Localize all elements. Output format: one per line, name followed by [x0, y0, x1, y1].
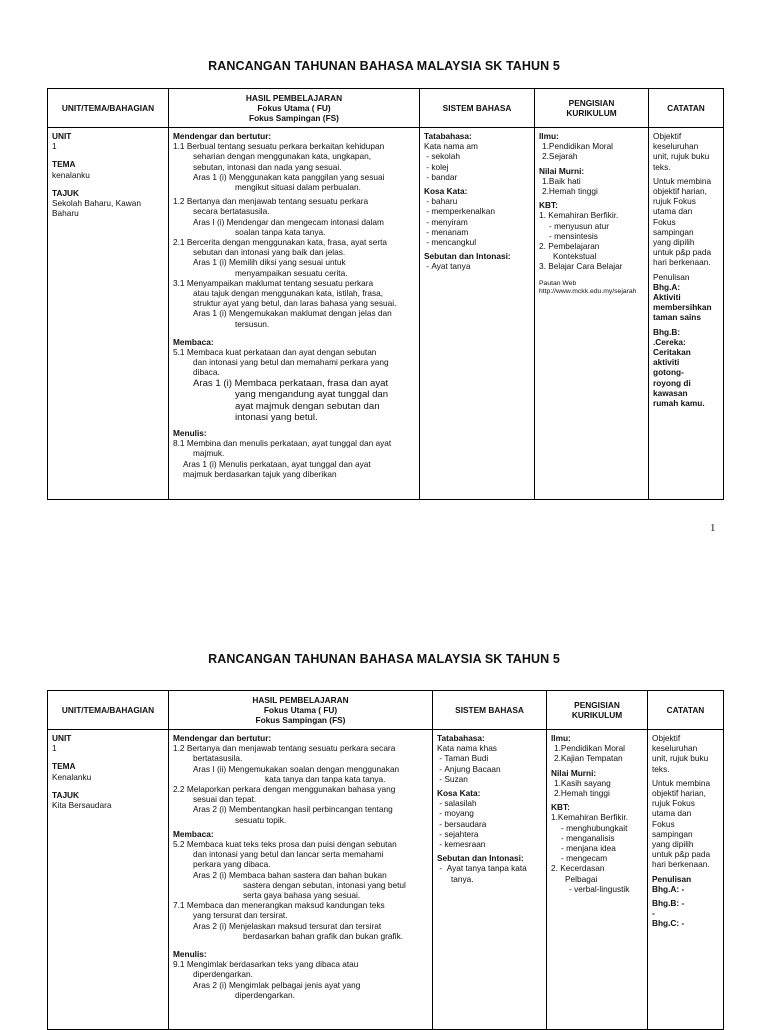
catatan-line: rujuk Fokus [653, 196, 696, 207]
header-hasil-line2: Fokus Utama ( FU) [263, 704, 338, 715]
catatan-line: Objektif [653, 131, 682, 141]
nilai-heading: Nilai Murni: [551, 767, 597, 778]
list-item: - sejahtera [437, 828, 479, 839]
header-hasil-line3: Fokus Sampingan (FS) [255, 715, 346, 726]
list-item: - Anjung Bacaan [437, 763, 501, 774]
catatan-line: teks. [653, 161, 671, 172]
section-mendengar: Mendengar dan bertutur: [173, 131, 272, 141]
list-item: 1.Baik hati [542, 175, 581, 186]
header-catatan: CATATAN [648, 691, 724, 730]
page1-content-row [48, 128, 724, 500]
hasil-line: struktur ayat yang betul, dan laras bahasa yang sesuai. [193, 298, 397, 309]
list-item: - menanam [424, 226, 469, 237]
page2-table [47, 690, 724, 1030]
hasil-line: yang mengandung ayat tunggal dan [235, 389, 389, 401]
catatan-line: gotong- [653, 367, 684, 378]
catatan-line: royong di [653, 377, 691, 388]
hasil-line: 2.1 Bercerita dengan menggunakan kata, frasa, ayat serta [173, 237, 388, 248]
header-hasil-line2: Fokus Utama ( FU) [257, 102, 331, 113]
header-unit: UNIT/TEMA/BAHAGIAN [48, 691, 169, 730]
hasil-line: kata tanya dan tanpa kata tanya. [265, 773, 386, 784]
section-menulis: Menulis: [173, 949, 207, 960]
kosakata-heading: Kosa Kata: [424, 186, 468, 197]
list-item: 2.Hemah tinggi [554, 788, 610, 799]
hasil-line: dibaca. [193, 367, 220, 378]
hasil-line: 5.1 Membaca kuat perkataan dan ayat dengan sebutan [173, 347, 377, 358]
list-item: - menganalisis [561, 832, 615, 843]
hasil-line: sebutan dan intonasi yang baik dan jelas. [193, 247, 346, 258]
pautan-link[interactable]: http://www.mckk.edu.my/sejarah [539, 288, 637, 296]
hasil-line: menyampaikan sesuatu cerita. [235, 267, 348, 278]
header-hasil-line3: Fokus Sampingan (FS) [249, 113, 339, 124]
kbt-heading: KBT: [551, 802, 570, 813]
catatan-line: rujuk Fokus [652, 798, 695, 809]
page1-table [47, 88, 724, 500]
catatan-line: sampingan [652, 828, 693, 839]
header-pengisian-line2: KURIKULUM [571, 710, 623, 720]
hasil-line: berdasarkan bahan grafik dan bukan grafik. [243, 930, 404, 941]
hasil-line: diperdengarkan. [193, 969, 253, 980]
page2-title: RANCANGAN TAHUNAN BAHASA MALAYSIA SK TAHUN 5 [208, 652, 560, 666]
list-item: - mensintesis [549, 230, 598, 241]
list-item: - mencangkul [424, 237, 477, 248]
hasil-line: 9.1 Mengimlak berdasarkan teks yang dibaca atau [173, 959, 359, 970]
hasil-cell [169, 730, 433, 1030]
hasil-line: 8.1 Membina dan menulis perkataan, ayat tunggal dan ayat [173, 438, 392, 449]
list-item: 1.Pendidikan Moral [554, 743, 626, 754]
list-item: - menyiram [424, 216, 468, 227]
hasil-line: yang tersurat dan tersirat. [193, 910, 288, 921]
hasil-line: tersusun. [235, 318, 270, 329]
hasil-line: diperdengarkan. [235, 989, 295, 1000]
list-item: - Suzan [437, 773, 468, 784]
list-item: 2. Pembelajaran [539, 241, 600, 252]
list-item: - moyang [437, 808, 474, 819]
hasil-line: dan intonasi yang betul dan memahami perkara yang [193, 357, 389, 368]
catatan-line: Bhg.B: [653, 326, 681, 337]
catatan-line: membersihkan [653, 302, 712, 313]
list-item: 1.Kemahiran Berfikir. [551, 812, 629, 823]
header-pengisian-line2: KURIKULUM [566, 108, 617, 118]
header-sistem: SISTEM BAHASA [420, 89, 535, 128]
catatan-line: hari berkenaan. [652, 859, 710, 870]
hasil-line: Aras 1 (i) Menulis perkataan, ayat tunggal dan ayat [183, 458, 371, 469]
list-item: - salasilah [437, 798, 477, 809]
ilmu-heading: Ilmu: [551, 733, 571, 743]
tatabahasa-heading: Tatabahasa: [424, 131, 472, 141]
page1-header-row [48, 89, 724, 128]
list-item: 2.Hemah tinggi [542, 186, 598, 197]
header-pengisian-line1: PENGISIAN [574, 699, 620, 710]
catatan-line: unit, rujuk buku [653, 151, 710, 162]
hasil-line: serta gaya bahasa yang sesuai. [243, 890, 361, 901]
tema-label: TEMA [52, 159, 76, 170]
hasil-line: Aras 2 (i) Membentangkan hasil perbincangan tentang [193, 804, 393, 815]
header-catatan: CATATAN [649, 89, 724, 128]
hasil-line: Aras 1 (i) Membaca perkataan, frasa dan ayat [193, 377, 389, 389]
catatan-line: untuk p&p pada [653, 247, 712, 258]
catatan-line: keseluruhan [652, 743, 698, 754]
unit-label: UNIT [52, 733, 72, 743]
pengisian-cell [547, 730, 648, 1030]
tajuk-value: Kita Bersaudara [52, 800, 112, 811]
tatabahasa-type: Kata nama am [424, 141, 478, 152]
list-item: - baharu [424, 196, 458, 207]
catatan-cell [648, 730, 724, 1030]
section-menulis: Menulis: [173, 428, 207, 439]
list-item: - menghubungkait [561, 822, 628, 833]
catatan-line: Bhg.B: - [652, 898, 685, 909]
list-item: - verbal-lingustik [569, 883, 630, 894]
list-item: - mengecam [561, 853, 608, 864]
catatan-line: Penulisan [653, 271, 690, 282]
catatan-line: unit, rujuk buku [652, 753, 709, 764]
hasil-line: secara bertatasusila. [193, 206, 270, 217]
catatan-line: Bhg.C: - [652, 918, 685, 929]
catatan-line: Objektif [652, 733, 681, 743]
header-hasil [169, 89, 420, 128]
unit-label: UNIT [52, 131, 72, 141]
hasil-line: sastera dengan sebutan, intonasi yang betul [243, 879, 406, 890]
tajuk-value: Sekolah Baharu, Kawan Baharu [52, 198, 142, 219]
hasil-line: atau tajuk dengan menggunakan kata, istilah, frasa, [193, 288, 384, 299]
catatan-line: yang dipilih [652, 839, 694, 850]
hasil-line: seharian dengan menggunakan kata, ungkapan, [193, 151, 372, 162]
hasil-line: bertatasusila. [193, 753, 243, 764]
catatan-line: Bhg.A: - [652, 883, 685, 894]
pengisian-cell [535, 128, 649, 500]
page2-header-row [48, 691, 724, 730]
list-item: 3. Belajar Cara Belajar [539, 261, 623, 272]
list-item: - menyusun atur [549, 220, 609, 231]
hasil-line: Aras 1 (i) Mengemukakan maklumat dengan jelas dan [193, 308, 392, 319]
catatan-line: Untuk membina [652, 777, 711, 788]
tema-label: TEMA [52, 761, 76, 772]
hasil-line: majmuk. [193, 448, 225, 459]
catatan-line: taman sains [653, 312, 701, 323]
tema-value: Kenalanku [52, 771, 92, 782]
hasil-line: Aras 2 (i) Mengimlak pelbagai jenis ayat yang [193, 979, 361, 990]
list-item: 1.Pendidikan Moral [542, 141, 614, 152]
page1-title: RANCANGAN TAHUNAN BAHASA MALAYSIA SK TAHUN 5 [208, 59, 560, 73]
ilmu-heading: Ilmu: [539, 131, 559, 141]
list-item: 2.Kajian Tempatan [554, 753, 623, 764]
catatan-line: aktiviti [653, 357, 680, 368]
tatabahasa-heading: Tatabahasa: [437, 733, 485, 743]
unit-cell [48, 128, 169, 500]
kbt-heading: KBT: [539, 200, 558, 211]
list-item: - sekolah [424, 151, 460, 162]
list-item: - Taman Budi [437, 753, 489, 764]
page2-content-row [48, 730, 724, 1030]
page-number: 1 [710, 522, 716, 534]
nilai-heading: Nilai Murni: [539, 165, 585, 176]
hasil-line: Aras 2 (i) Membaca bahan sastera dan bahan bukan [193, 869, 387, 880]
list-item: - bersaudara [437, 818, 487, 829]
catatan-line: rumah kamu. [653, 398, 705, 409]
section-mendengar: Mendengar dan bertutur: [173, 733, 272, 743]
catatan-line: Ceritakan [653, 347, 691, 358]
list-item: - menjana idea [561, 843, 616, 854]
catatan-line: Bhg.A: [653, 281, 681, 292]
unit-value: 1 [52, 141, 57, 152]
hasil-line: sesuatu topik. [235, 814, 287, 825]
section-membaca: Membaca: [173, 336, 214, 347]
unit-cell [48, 730, 169, 1030]
list-item: - Ayat tanya tanpa kata [437, 863, 527, 874]
hasil-line: Aras I (i) Mendengar dan mengecam intonasi dalam [193, 216, 384, 227]
list-item: - kemesraan [437, 839, 486, 850]
tajuk-label: TAJUK [52, 789, 80, 800]
catatan-line: yang dipilih [653, 237, 695, 248]
header-pengisian [547, 691, 648, 730]
list-item: tanya. [451, 873, 474, 884]
catatan-line: - [652, 908, 655, 919]
hasil-line: 2.2 Melaporkan perkara dengan menggunakan bahasa yang [173, 784, 396, 795]
sistem-cell [433, 730, 547, 1030]
list-item: - bandar [424, 171, 458, 182]
tatabahasa-type: Kata nama khas [437, 743, 497, 754]
header-sistem: SISTEM BAHASA [433, 691, 547, 730]
hasil-line: 1.2 Bertanya dan menjawab tentang sesuatu perkara secara [173, 743, 396, 754]
hasil-line: soalan tanpa kata tanya. [235, 226, 326, 237]
catatan-line: untuk p&p pada [652, 849, 711, 860]
pautan-label: Pautan Web [539, 279, 577, 287]
hasil-line: sebutan, intonasi dan nada yang sesuai. [193, 161, 342, 172]
unit-value: 1 [52, 743, 57, 754]
list-item: - kolej [424, 161, 449, 172]
hasil-line: 1.1 Berbual tentang sesuatu perkara berkaitan kehidupan [173, 141, 385, 152]
hasil-line: intonasi yang betul. [235, 412, 318, 424]
header-pengisian [535, 89, 649, 128]
catatan-line: utama dan [653, 206, 693, 217]
catatan-cell [649, 128, 724, 500]
catatan-line: keseluruhan [653, 141, 699, 152]
list-item: Pelbagai [565, 873, 598, 884]
catatan-line: Fokus [652, 818, 675, 829]
sebutan-heading: Sebutan dan Intonasi: [437, 853, 524, 864]
hasil-line: perkara yang dibaca. [193, 859, 271, 870]
hasil-line: 7.1 Membaca dan menerangkan maksud kandungan teks [173, 900, 385, 911]
catatan-line: kawasan [653, 387, 688, 398]
hasil-line: 5.2 Membaca kuat teks teks prosa dan puisi dengan sebutan [173, 839, 397, 850]
header-pengisian-line1: PENGISIAN [568, 97, 615, 108]
tajuk-label: TAJUK [52, 187, 80, 198]
hasil-line: Aras 2 (i) Menjelaskan maksud tersurat dan tersirat [193, 920, 382, 931]
hasil-line: 3.1 Menyampaikan maklumat tentang sesuatu perkara [173, 277, 374, 288]
hasil-line: Aras 1 (i) Memilih diksi yang sesuai untuk [193, 257, 346, 268]
list-item: 2.Sejarah [542, 151, 578, 162]
hasil-cell [169, 128, 420, 500]
catatan-line: objektif harian, [653, 186, 707, 197]
catatan-line: utama dan [652, 808, 692, 819]
section-membaca: Membaca: [173, 828, 214, 839]
tema-value: kenalanku [52, 169, 90, 180]
header-hasil-line1: HASIL PEMBELAJARAN [252, 694, 349, 705]
sebutan-heading: Sebutan dan Intonasi: [424, 251, 511, 262]
hasil-line: 1.2 Bertanya dan menjawab tentang sesuatu perkara [173, 196, 369, 207]
catatan-line: teks. [652, 763, 670, 774]
list-item: Kontekstual [553, 251, 597, 262]
hasil-line: majmuk berdasarkan tajuk yang diberikan [183, 468, 337, 479]
catatan-line: hari berkenaan. [653, 257, 711, 268]
hasil-line: Aras I (ii) Mengemukakan soalan dengan menggunakan [193, 763, 400, 774]
header-hasil-line1: HASIL PEMBELAJARAN [245, 92, 343, 103]
sistem-cell [420, 128, 535, 500]
catatan-line: Penulisan [652, 873, 692, 884]
kosakata-heading: Kosa Kata: [437, 788, 481, 799]
list-item: - Ayat tanya [424, 261, 471, 272]
hasil-line: dan intonasi yang betul dan lancar serta memahami [193, 849, 384, 860]
hasil-line: ayat majmuk dengan sebutan dan [235, 400, 380, 412]
header-unit: UNIT/TEMA/BAHAGIAN [48, 89, 169, 128]
catatan-line: objektif harian, [652, 788, 706, 799]
list-item: 2. Kecerdasan [551, 863, 605, 874]
list-item: 1. Kemahiran Berfikir. [539, 210, 619, 221]
hasil-line: Aras 1 (i) Menggunakan kata panggilan yang sesuai [193, 171, 385, 182]
catatan-line: sampingan [653, 226, 694, 237]
catatan-line: Untuk membina [653, 175, 712, 186]
header-hasil [169, 691, 433, 730]
catatan-line: Aktiviti [653, 292, 681, 303]
hasil-line: sesuai dan tepat. [193, 794, 257, 805]
catatan-line: Fokus [653, 216, 676, 227]
hasil-line: mengikut situasi dalam perbualan. [235, 182, 361, 193]
catatan-line: .Cereka: [653, 336, 686, 347]
list-item: 1.Kasih sayang [554, 777, 611, 788]
list-item: - memperkenalkan [424, 206, 496, 217]
